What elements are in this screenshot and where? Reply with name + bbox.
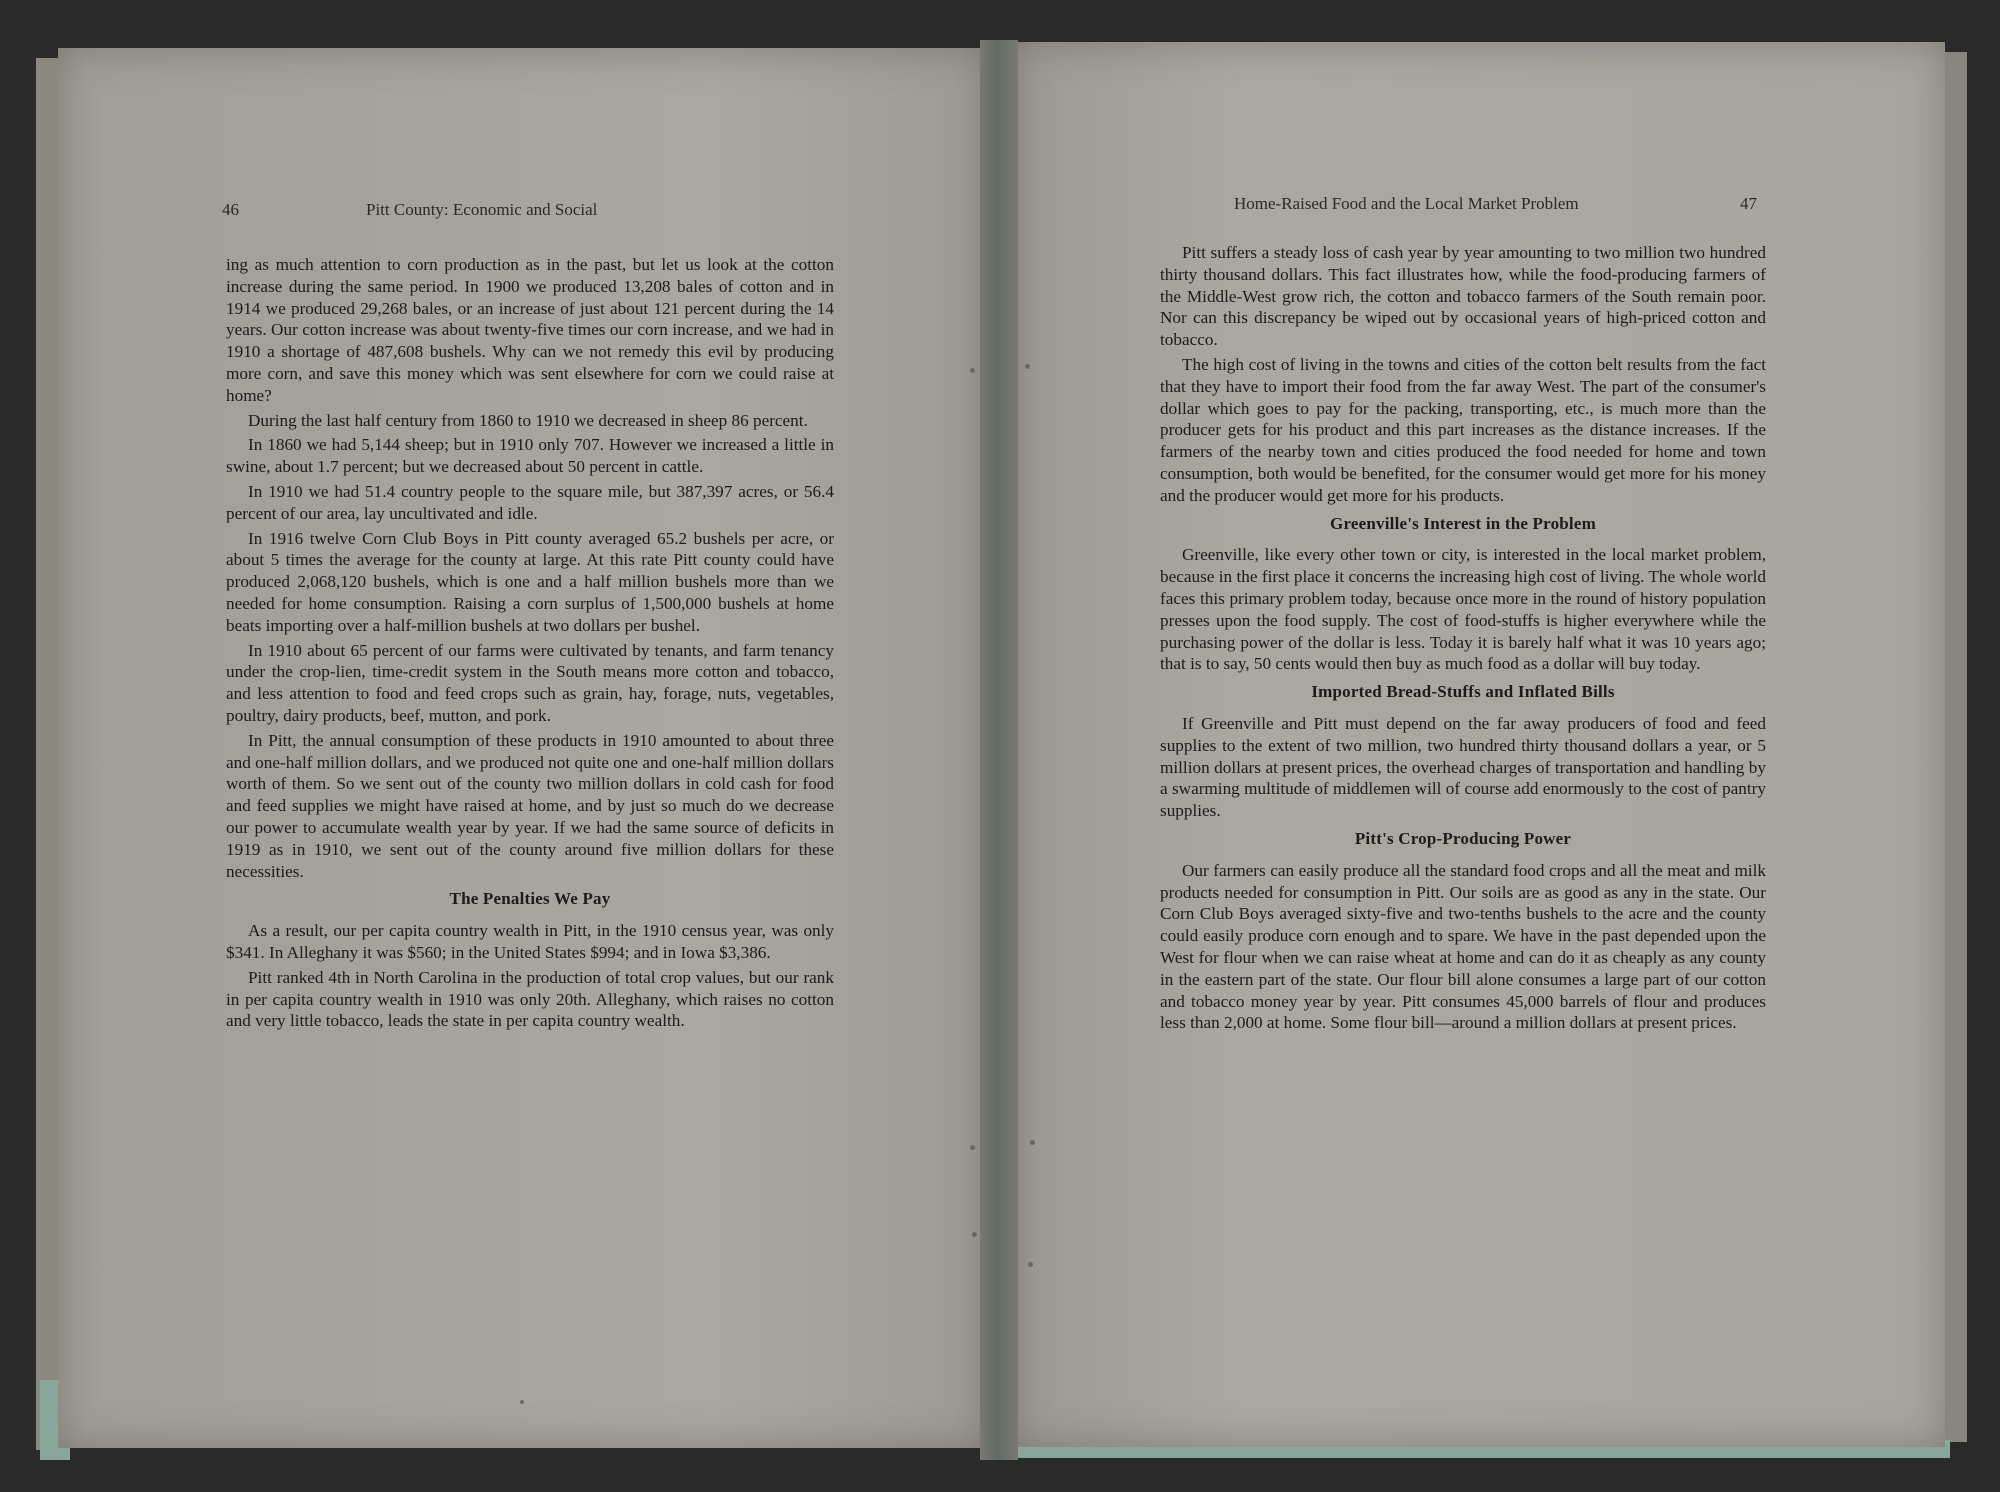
paragraph: Our farmers can easily produce all the standard food crops and all the meat and milk products needed for consumption in Pitt. Our soils are as good as any in the state. Our Corn Club Boys averaged sixty-five and two-tenths bushels to the acre and the county could easily produce corn enough and to spare. We have in the past depended upon the West for flour when we can raise wheat at home and can do it as cheaply as any county in the eastern part of the state. Our flour bill alone consumes a large part of our cotton and tobacco money year by year. Pitt consumes 45,000 barrels of flour and produces less than 2,000 at home. Some flour bill—around a million dollars at present prices. <box>1160 860 1766 1033</box>
paragraph: The high cost of living in the towns and cities of the cotton belt results from the fact that they have to import their food from the far away West. The part of the consumer's dollar which goes to pay for the packing, transporting, etc., is much more than the producer gets for his product and this part increases as the distance increases. If the farmers of the nearby town and cities produced the food needed for home and town consumption, both would be benefited, for the consumer would get more for his money and the producer would get more for his products. <box>1160 354 1766 505</box>
paragraph: Pitt suffers a steady loss of cash year by year amounting to two million two hundred thirty thousand dollars. This fact illustrates how, while the food-producing farmers of the Middle-West grow rich, the cotton and tobacco farmers of the South remain poor. Nor can this discrepancy be wiped out by occasional years of high-priced cotton and tobacco. <box>1160 243 1766 350</box>
right-page-number: 47 <box>1740 194 1757 213</box>
left-page-number: 46 <box>222 200 239 219</box>
paragraph: During the last half century from 1860 to 1910 we decreased in sheep 86 percent. <box>248 410 808 430</box>
right-running-head: Home-Raised Food and the Local Market Problem <box>1234 194 1579 213</box>
paper-speck <box>972 1232 977 1237</box>
paragraph: In 1910 about 65 percent of our farms were cultivated by tenants, and farm tenancy under the crop-lien, time-credit system in the South means more cotton and tobacco, and less attention to food and feed crops such as grain, hay, forage, nuts, vegetables, poultry, dairy products, beef, mutton, and pork. <box>226 640 834 725</box>
section-heading: Greenville's Interest in the Problem <box>1330 513 1596 533</box>
left-running-head: Pitt County: Economic and Social <box>366 200 598 219</box>
paragraph: In 1860 we had 5,144 sheep; but in 1910 only 707. However we increased a little in swine, about 1.7 percent; but we decreased about 50 percent in cattle. <box>226 435 834 477</box>
paper-speck <box>970 1145 975 1150</box>
left-page-body <box>226 254 834 1035</box>
paper-speck <box>1028 1262 1033 1267</box>
paragraph: In 1910 we had 51.4 country people to the square mile, but 387,397 acres, or 56.4 percent of our area, lay uncultivated and idle. <box>226 481 834 523</box>
paragraph: In Pitt, the annual consumption of these products in 1910 amounted to about three and one-half million dollars, and we produced not quite one and one-half million dollars worth of them. So we sent out of the county two million dollars in cold cash for food and feed supplies we might have raised at home, and by just so much do we decrease our power to accumulate wealth year by year. If we had the same source of deficits in 1919 as in 1910, we sent out of the county around five million dollars for these necessities. <box>226 730 834 881</box>
section-heading: The Penalties We Pay <box>449 889 611 909</box>
paragraph: If Greenville and Pitt must depend on the far away producers of food and feed supplies to the extent of two million, two hundred thirty thousand dollars a year, or 5 million dollars at present prices, the overhead charges of transportation and handling by a swarming multitude of middlemen will of course add enormously to the cost of pantry supplies. <box>1160 713 1766 821</box>
paragraph: Pitt ranked 4th in North Carolina in the production of total crop values, but our rank in per capita country wealth in 1910 was only 20th. Alleghany, which raises no cotton and very little tobacco, leads the state in per capita country wealth. <box>226 967 834 1031</box>
section-heading: Imported Bread-Stuffs and Inflated Bills <box>1311 682 1615 702</box>
book-gutter <box>980 40 1018 1460</box>
paragraph: As a result, our per capita country wealth in Pitt, in the 1910 census year, was only $341. In Alleghany it was $560; in the United States $994; and in Iowa $3,386. <box>226 921 834 962</box>
paragraph: In 1916 twelve Corn Club Boys in Pitt county averaged 65.2 bushels per acre, or about 5 times the average for the county at large. At this rate Pitt county could have produced 2,068,120 bushels, which is one and a half million bushels more than we needed for home consumption. Raising a corn surplus of 1,500,000 bushels at home beats importing over a half-million bushels at two dollars per bushel. <box>226 528 834 635</box>
paper-speck <box>1030 1140 1035 1145</box>
paper-speck <box>970 368 975 373</box>
section-heading: Pitt's Crop-Producing Power <box>1354 828 1572 848</box>
paper-speck <box>520 1400 524 1404</box>
paper-speck <box>1025 364 1030 369</box>
right-page-body <box>1160 242 1766 1037</box>
paragraph: Greenville, like every other town or city, is interested in the local market problem, because in the first place it concerns the increasing high cost of living. The whole world faces this primary problem today, because once more in the round of history population presses upon the food supply. The cost of food-stuffs is higher everywhere while the purchasing power of the dollar is less. Today it is barely half what it was 10 years ago; that is to say, 50 cents would then buy as much food as a dollar will buy today. <box>1160 545 1766 674</box>
paragraph: ing as much attention to corn production as in the past, but let us look at the cotton increase during the same period. In 1900 we produced 13,208 bales of cotton and in 1914 we produced 29,268 bales, or an increase of just about 121 percent during the 14 years. Our cotton increase was about twenty-five times our corn increase, and we had in 1910 a shortage of 487,608 bushels. Why can we not remedy this evil by producing more corn, and save this money which was sent elsewhere for corn we could raise at home? <box>226 255 834 405</box>
